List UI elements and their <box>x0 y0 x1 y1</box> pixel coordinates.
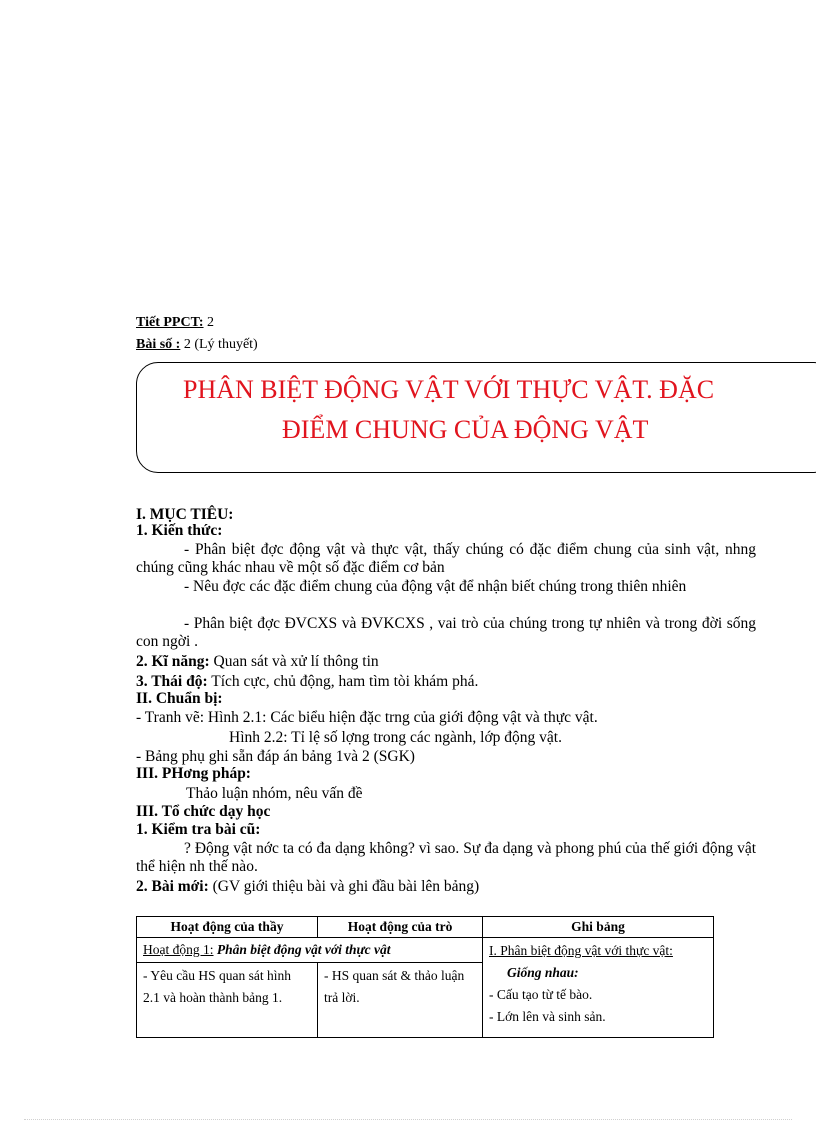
title-line-2: ĐIỂM CHUNG CỦA ĐỘNG VẬT <box>282 415 649 444</box>
period-value: 2 <box>207 315 215 330</box>
prep-item-1: - Tranh vẽ: Hình 2.1: Các biểu hiện đặc trng của giới động vật và thực vật. <box>136 709 598 726</box>
skills-line <box>136 653 379 671</box>
table-header-row <box>137 917 714 938</box>
period-label: Tiết PPCT: <box>136 315 204 330</box>
attitude-label: 3. Thái độ: <box>136 673 208 690</box>
header-board: Ghi bảng <box>483 917 714 938</box>
method-heading: III. PHơng pháp: <box>136 765 251 782</box>
new-lesson-label: 2. Bài mới: <box>136 878 209 895</box>
new-lesson-line <box>136 878 479 896</box>
board-item: - Lớn lên và sinh sản. <box>489 1009 606 1024</box>
review-heading: 1. Kiểm tra bài cũ: <box>136 821 261 838</box>
header-student: Hoạt động của trò <box>318 917 483 938</box>
review-question: ? Động vật nớc ta có đa dạng không? vì sao. Sự đa dạng và phong phú của thế giới động vật thể hiện nh thế nào. <box>136 840 756 875</box>
skills-label: 2. Kĩ năng: <box>136 653 210 670</box>
new-lesson-text: (GV giới thiệu bài và ghi đầu bài lên bảng) <box>212 878 480 895</box>
skills-text: Quan sát và xử lí thông tin <box>213 653 379 670</box>
prep-item-2: Hình 2.2: Tỉ lệ số lợng trong các ngành, lớp động vật. <box>229 729 562 746</box>
organization-heading: III. Tổ chức dạy học <box>136 803 271 820</box>
knowledge-item-2: - Nêu đợc các đặc điểm chung của động vật để nhận biết chúng trong thiên nhiên <box>184 578 687 595</box>
objectives-heading: I. MỤC TIÊU: <box>136 506 234 523</box>
student-activity: - HS quan sát & thảo luận trả lời. <box>318 963 483 1038</box>
knowledge-item-3: - Phân biệt đợc ĐVCXS và ĐVKCXS , vai trò của chúng trong tự nhiên và trong đời sống con ngời . <box>136 615 756 650</box>
lesson-label: Bài số : <box>136 337 181 352</box>
activity-1-title: Hoạt động 1: Phân biệt động vật với thực vật <box>137 938 483 963</box>
prep-heading: II. Chuẩn bị: <box>136 690 223 707</box>
activities-table <box>136 916 714 1038</box>
lesson-title <box>0 370 816 450</box>
title-line-1: PHÂN BIỆT ĐỘNG VẬT VỚI THỰC VẬT. ĐẶC <box>183 375 715 404</box>
knowledge-item-1: - Phân biệt đợc động vật và thực vật, thấy chúng có đặc điểm chung của sinh vật, nhng chúng cũng khác nhau về một số đặc điểm cơ bản <box>136 541 756 576</box>
prep-item-3: - Bảng phụ ghi sẵn đáp án bảng 1và 2 (SGK) <box>136 748 415 765</box>
attitude-line <box>136 673 478 691</box>
board-subtitle: Giống nhau: <box>507 965 579 980</box>
knowledge-heading: 1. Kiến thức: <box>136 522 223 539</box>
method-text: Thảo luận nhóm, nêu vấn đề <box>186 785 363 802</box>
lesson-line <box>136 337 258 353</box>
lesson-value: 2 (Lý thuyết) <box>183 337 258 352</box>
header-teacher: Hoạt động của thầy <box>137 917 318 938</box>
teacher-activity: - Yêu cầu HS quan sát hình 2.1 và hoàn thành bảng 1. <box>137 963 318 1038</box>
page-footer-divider <box>24 1119 792 1120</box>
board-title: I. Phân biệt động vật với thực vật: <box>489 943 673 958</box>
table-row <box>137 938 714 963</box>
attitude-text: Tích cực, chủ động, ham tìm tòi khám phá. <box>211 673 479 690</box>
board-cell <box>483 938 714 1038</box>
board-item: - Cấu tạo từ tế bào. <box>489 987 593 1002</box>
period-line <box>136 315 214 331</box>
